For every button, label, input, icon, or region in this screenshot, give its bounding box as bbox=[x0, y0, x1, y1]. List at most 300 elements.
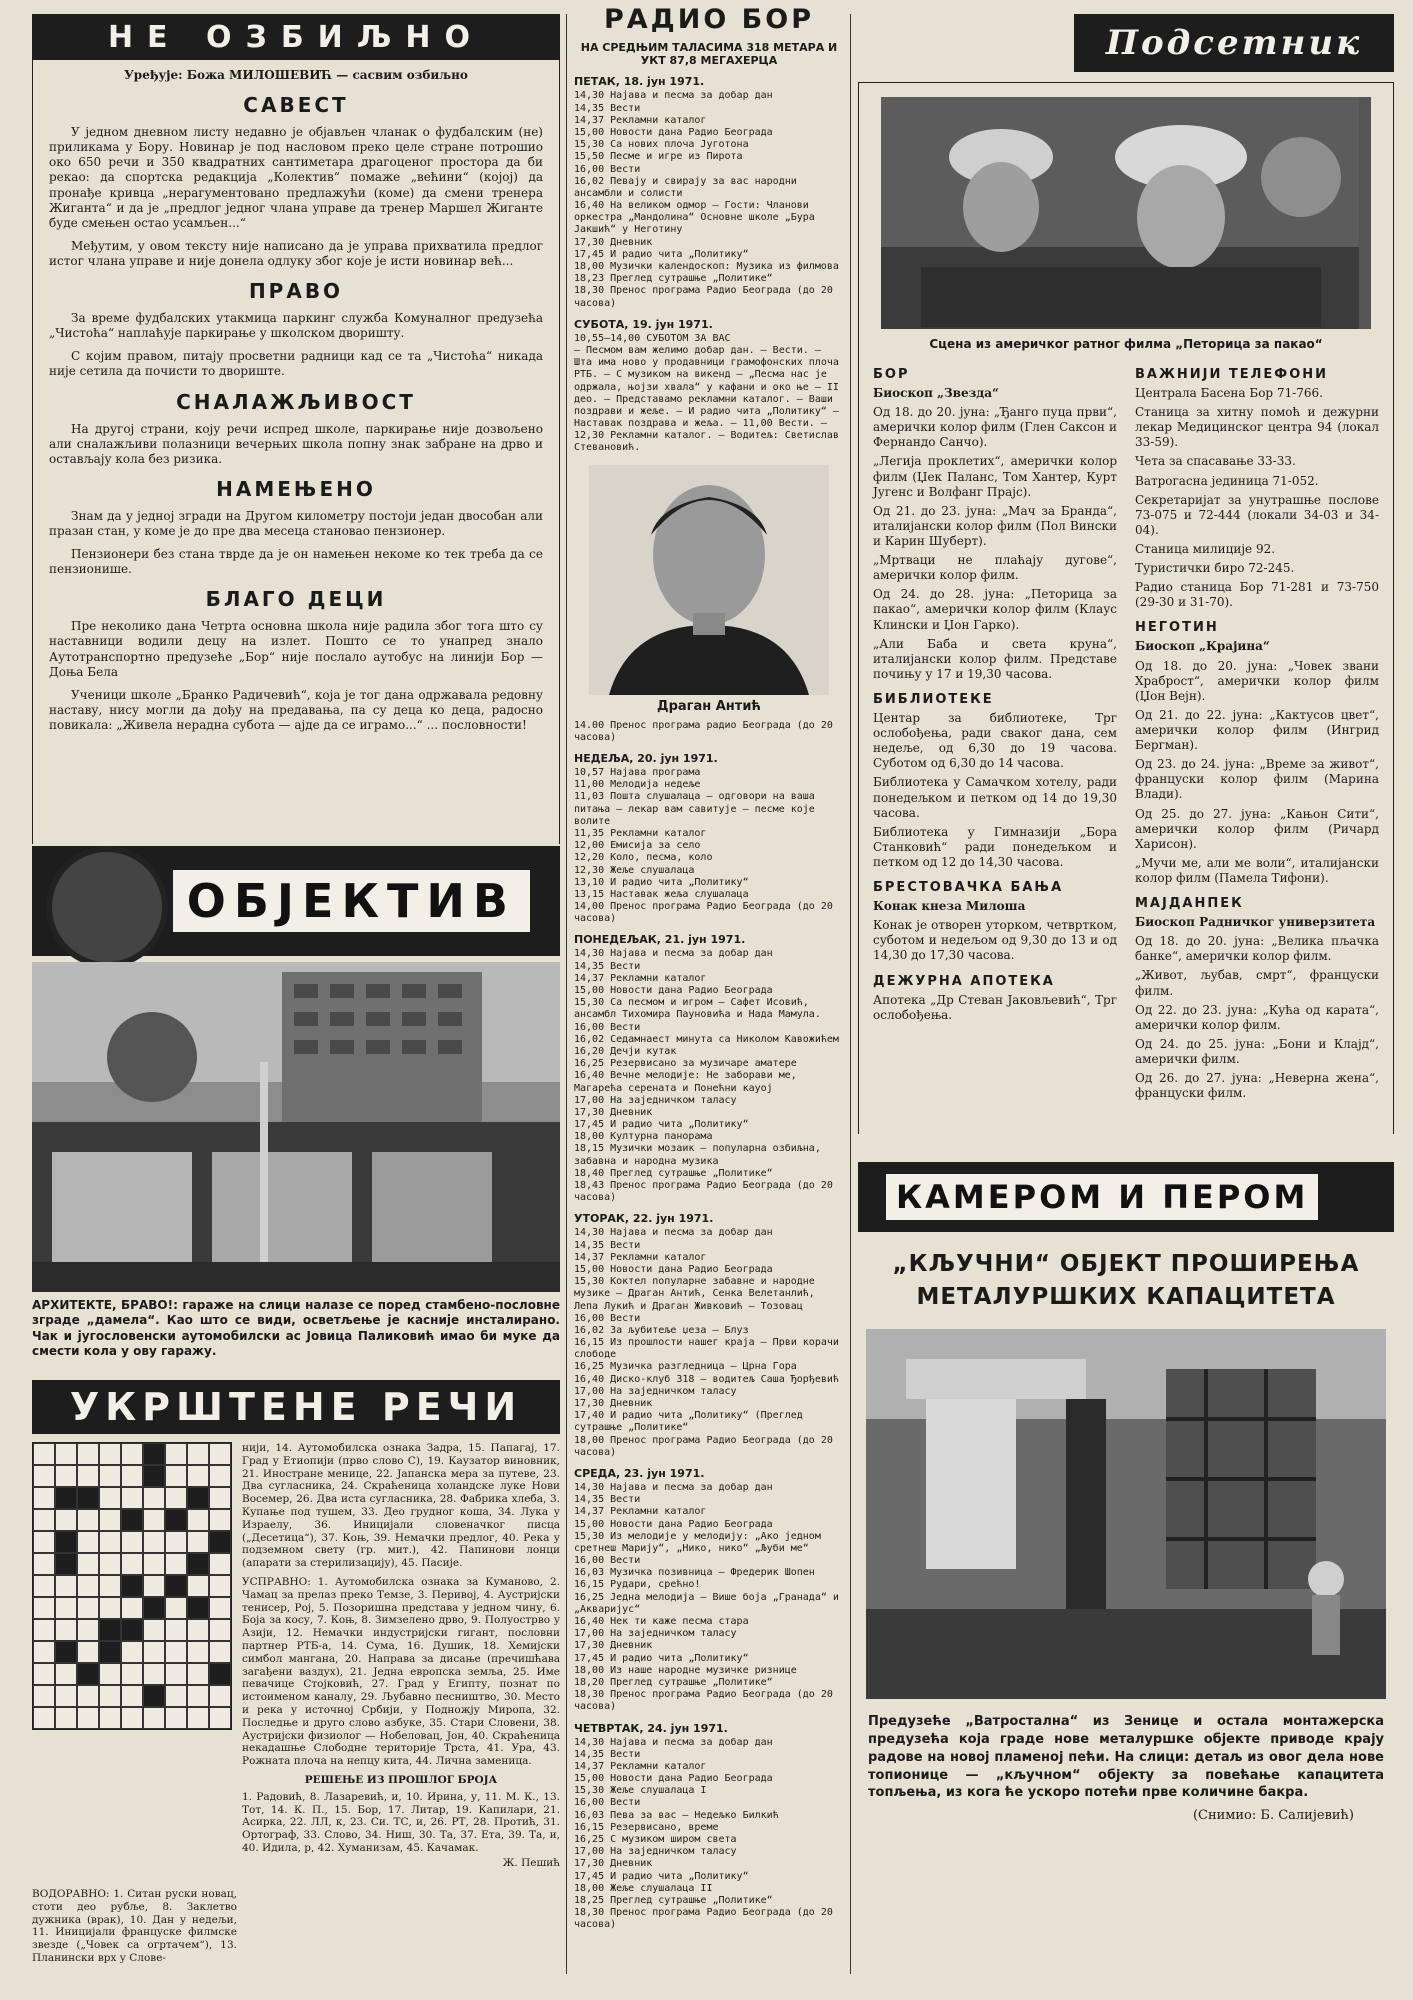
crossword-cell[interactable] bbox=[77, 1509, 99, 1531]
crossword-cell[interactable] bbox=[99, 1531, 121, 1553]
crossword-cell[interactable] bbox=[209, 1465, 231, 1487]
crossword-cell[interactable] bbox=[121, 1487, 143, 1509]
feature-credit: (Снимио: Б. Салијевић) bbox=[1192, 1808, 1354, 1824]
feature-headline: „КЉУЧНИ“ ОБЈЕКТ ПРОШИРЕЊА МЕТАЛУРШКИХ КАПАЦИТЕТА bbox=[892, 1251, 1360, 1311]
program-line: 17,45 И радио чита „Политику“ bbox=[574, 1119, 749, 1131]
crossword-cell[interactable] bbox=[143, 1619, 165, 1641]
listing-entry: Станица милиције 92. bbox=[1135, 541, 1276, 556]
program-line: 15,50 Песме и игре из Пирота bbox=[574, 151, 743, 163]
ne-ozbiljno-title: НЕ ОЗБИЉНО bbox=[107, 19, 485, 55]
program-line: 17,45 И радио чита „Политику“ bbox=[574, 1870, 749, 1882]
article-paragraph: Ученици школе „Бранко Радичевић“, која је тог дана одржавала редовну наставу, нису могли да дођу на предавања, па су деца ко деца, радосно повикала: „Живела нерадна субота — ајде да се играмо...“ ... пословности! bbox=[49, 687, 543, 732]
podsetnik-title: Подсетник bbox=[1105, 23, 1363, 63]
crossword-cell[interactable] bbox=[209, 1619, 231, 1641]
crossword-cell[interactable] bbox=[99, 1553, 121, 1575]
library-entries bbox=[873, 711, 1117, 870]
crossword-cell[interactable] bbox=[77, 1597, 99, 1619]
program-line: 17,00 На заједничком таласу bbox=[574, 1385, 737, 1397]
program-line: 14,35 Вести bbox=[574, 1494, 641, 1506]
negotin-entries bbox=[1135, 659, 1379, 887]
podsetnik-box bbox=[858, 82, 1394, 1134]
program-line: 15,30 Са песмом и игром — Сафет Исовић, ансамбл Тихомира Пауновића и Нада Мамула. bbox=[574, 997, 821, 1021]
crossword-black-cell bbox=[143, 1443, 165, 1465]
article-title: СНАЛАЖЉИВОСТ bbox=[176, 389, 416, 414]
crossword-cell[interactable] bbox=[143, 1575, 165, 1597]
program-line: 16,00 Вести bbox=[574, 1555, 641, 1567]
program-line: 14,37 Рекламни каталог bbox=[574, 1506, 707, 1518]
crossword-cell[interactable] bbox=[77, 1531, 99, 1553]
program-line: 16,25 Музичка разгледница — Црна Гора bbox=[574, 1361, 797, 1373]
program-line: 10,55—14,00 СУБОТОМ ЗА ВАС bbox=[574, 332, 731, 344]
program-line: 18,00 Из наше народне музичке ризнице bbox=[574, 1664, 797, 1676]
program-line: 17,00 На заједничком таласу bbox=[574, 1094, 737, 1106]
listing-entry: Станица за хитну помоћ и дежурни лекар Медицинског центра 94 (локал 33-59). bbox=[1135, 405, 1379, 450]
listing-entry: „Мртваци не плаћају дугове“, амерички колор филм. bbox=[873, 553, 1117, 583]
crossword-black-cell bbox=[165, 1575, 187, 1597]
furnace-photo bbox=[866, 1329, 1386, 1699]
crossword-cell[interactable] bbox=[209, 1641, 231, 1663]
ne-ozbiljno-banner bbox=[32, 14, 560, 60]
objektiv-caption: АРХИТЕКТЕ, БРАВО!: гараже на слици налазе се поред стамбено-пословне зграде „дамела“. Као што се види, осветљење је касније инсталирано. Чак и југословенски аутомобилски ас Јовица Паликовић имао би муке да смести кола у ову гаражу. bbox=[32, 1298, 560, 1359]
program-line: 14,30 Најава и песма за добар дан bbox=[574, 948, 773, 960]
program-line: 16,02 Седамнаест минута са Николом Кавожићем bbox=[574, 1033, 839, 1045]
crossword-cell[interactable] bbox=[77, 1465, 99, 1487]
program-line: 18,30 Пренос програма Радио Београда (до 20 часова) bbox=[574, 1907, 833, 1931]
crossword-section bbox=[32, 1380, 560, 1980]
portrait-caption: Драган Антић bbox=[657, 698, 761, 714]
crossword-cell[interactable] bbox=[121, 1685, 143, 1707]
program-line: 17,00 На заједничком таласу bbox=[574, 1628, 737, 1640]
program-line: 14,37 Рекламни каталог bbox=[574, 114, 707, 126]
majdanpek-title: МАЈДАНПЕК bbox=[1135, 896, 1244, 912]
crossword-vodoravno: ВОДОРАВНО: 1. Ситан руски новац, стоти део рубље, 8. Заклетво дужника (врак), 10. Дан у недељи, 11. Иницијали француске филмске звезде („Човек са огртачем“), 13. Планински врх у Слове- bbox=[32, 1888, 237, 1964]
negotin-cinema: Биоскоп „Крајина“ bbox=[1135, 639, 1270, 654]
listing-entry: „Легија проклетих“, амерички колор филм (Џек Паланс, Том Хантер, Курт Југенс и Волфанг Прајс). bbox=[873, 454, 1117, 499]
crossword-cell[interactable] bbox=[121, 1465, 143, 1487]
listing-entry: Ватрогасна јединица 71-052. bbox=[1135, 473, 1319, 488]
program-line: 14,35 Вести bbox=[574, 1748, 641, 1760]
crossword-cell[interactable] bbox=[121, 1663, 143, 1685]
column-rule-2 bbox=[850, 14, 851, 1974]
program-line: 16,40 На великом одмор — Гости: Чланови оркестра „Мандолина“ Основне школе „Бура Јакшић“ у Неготину bbox=[574, 200, 815, 236]
article-title: БЛАГО ДЕЦИ bbox=[205, 587, 387, 612]
program-line: 16,40 Диско-клуб 318 — водитељ Саша Ђорђевић bbox=[574, 1373, 839, 1385]
solution-title: РЕШЕЊЕ ИЗ ПРОШЛОГ БРОЈА bbox=[304, 1773, 498, 1786]
crossword-cell[interactable] bbox=[77, 1619, 99, 1641]
program-line: 12,00 Емисија за село bbox=[574, 840, 701, 852]
crossword-cell[interactable] bbox=[55, 1465, 77, 1487]
article-paragraph: У једном дневном листу недавно је објављен чланак о фудбалским (не) приликама у Бору. Новинар је под насловом преко целе стране потрошио око 650 речи и 350 квадратних сантиметара драгоценог простора да би рекао: да спортска редакција „Колектив“ помаже „већини“ (којој) да пронађе кривца „нерагументовано предлажући (коме) да смени тренера Жиганта“ и да је „предлог једног члана управе да тренер Маршел Жиганте буде смењен остао усамљен...“ bbox=[49, 125, 543, 230]
crossword-cell[interactable] bbox=[99, 1443, 121, 1465]
listing-entry: Од 21. до 22. јуна: „Кактусов цвет“, амерички колор филм (Ингрид Бергман). bbox=[1135, 707, 1379, 753]
crossword-cell[interactable] bbox=[143, 1641, 165, 1663]
crossword-cell[interactable] bbox=[77, 1443, 99, 1465]
crossword-cell[interactable] bbox=[209, 1597, 231, 1619]
program-line: 14,37 Рекламни каталог bbox=[574, 1760, 707, 1772]
program-line: 18,00 Жеље слушалаца II bbox=[574, 1882, 713, 1894]
listing-entry: Од 25. до 27. јуна: „Кањон Сити“, амерички колор филм (Ричард Харисон). bbox=[1135, 806, 1379, 851]
crossword-cell[interactable] bbox=[165, 1641, 187, 1663]
listing-entry: Библиотека у Гимназији „Бора Станковић“ ради понедељком и петком од 12 до 14,30 часова. bbox=[873, 824, 1117, 869]
crossword-black-cell bbox=[209, 1531, 231, 1553]
crossword-cell[interactable] bbox=[55, 1707, 77, 1729]
brestovac-title: БРЕСТОВАЧКА БАЊА bbox=[873, 880, 1064, 896]
crossword-cell[interactable] bbox=[165, 1663, 187, 1685]
article-paragraph: Пензионери без стана тврде да је он намењен некоме ко тек треба да се пензионише. bbox=[49, 547, 543, 577]
crossword-cell[interactable] bbox=[187, 1465, 209, 1487]
brestovac-sub: Конак кнеза Милоша bbox=[873, 899, 1026, 914]
portrait-image bbox=[589, 465, 829, 695]
crossword-cell[interactable] bbox=[33, 1641, 55, 1663]
crossword-cell[interactable] bbox=[99, 1575, 121, 1597]
crossword-black-cell bbox=[99, 1619, 121, 1641]
program-line: 18,00 Пренос програма Радио Београда (до 20 часова) bbox=[574, 1434, 833, 1458]
garage-photo-image bbox=[32, 962, 560, 1292]
program-line: 14,30 Најава и песма за добар дан bbox=[574, 1227, 773, 1239]
program-line: 15,00 Новости дана Радио Београда bbox=[574, 1773, 773, 1785]
program-day: УТОРАК, 22. јун 1971. bbox=[574, 1212, 714, 1226]
libraries-title: БИБЛИОТЕКЕ bbox=[873, 691, 994, 707]
crossword-cell[interactable] bbox=[165, 1707, 187, 1729]
program-line: 16,02 За љубитеље џеза — Блуз bbox=[574, 1324, 749, 1336]
camera-lens-icon bbox=[46, 846, 168, 968]
crossword-cell[interactable] bbox=[187, 1707, 209, 1729]
program-line: 14,35 Вести bbox=[574, 960, 641, 972]
pharmacy-title: ДЕЖУРНА АПОТЕКА bbox=[873, 973, 1055, 989]
program-line: 18,00 Културна панорама bbox=[574, 1131, 713, 1143]
crossword-black-cell bbox=[55, 1553, 77, 1575]
article-paragraph: На другој страни, коју речи испред школе, паркирање није дозвољено али сналажљиви полазници вечерњих школа попну знак забране на дрво и остављају кола без ризика. bbox=[49, 421, 543, 466]
listing-entry: „Мучи ме, али ме воли“, италијански колор филм (Памела Тифони). bbox=[1135, 855, 1379, 885]
program-line: 15,00 Новости дана Радио Београда bbox=[574, 1263, 773, 1275]
crossword-cell[interactable] bbox=[187, 1575, 209, 1597]
listing-entry: Централа Басена Бор 71-766. bbox=[1135, 386, 1323, 400]
ne-ozbiljno-box bbox=[32, 60, 560, 844]
crossword-cell[interactable] bbox=[33, 1663, 55, 1685]
program-line: 14,00 Пренос програма Радио Београда (до 20 часова) bbox=[574, 901, 833, 925]
crossword-cell[interactable] bbox=[33, 1619, 55, 1641]
program-line: 18,20 Преглед сутрашње „Политике“ bbox=[574, 1676, 773, 1688]
article-title: САВЕСТ bbox=[243, 93, 349, 118]
crossword-black-cell bbox=[187, 1487, 209, 1509]
program-day: ПЕТАК, 18. јун 1971. bbox=[574, 75, 705, 89]
program-line: 11,35 Рекламни каталог bbox=[574, 827, 707, 839]
crossword-cell[interactable] bbox=[33, 1575, 55, 1597]
program-line: 14,30 Најава и песма за добар дан bbox=[574, 1481, 773, 1493]
program-line: 15,30 Са нових плоча Југотона bbox=[574, 139, 749, 151]
crossword-cell[interactable] bbox=[33, 1487, 55, 1509]
article-paragraph: Пре неколико дана Четрта основна школа није радила због тога што су наставници водили децу на излет. Пошто се то унапред знало Аутотранспортно предузеће „Бор“ није послало аутобус на линији Бор — Доња Бела bbox=[49, 619, 543, 679]
program-line: 13,10 И радио чита „Политику“ bbox=[574, 876, 749, 888]
program-line: 16,15 Резервисано, време bbox=[574, 1821, 719, 1833]
column-rule-1 bbox=[566, 14, 567, 1974]
program-line: 15,00 Новости дана Радио Београда bbox=[574, 1518, 773, 1530]
crossword-cell[interactable] bbox=[209, 1707, 231, 1729]
program-line: 17,30 Дневник bbox=[574, 1398, 653, 1409]
crossword-clues-cont: нији, 14. Аутомобилска ознака Задра, 15. Папагај, 17. Град у Етиопији (прво слово С), 19. Каузатор виновник, 21. Иностране менице, 22. Јапанска мера за путеве, 23. Два сугласника, 24. Скраћеница холандске луке Нови Восемер, 26. Два иста сугласника, 28. Фабрика хлеба, 3. Купање под тушем, 33. Део грудног коша, 34. Лука у Израелу, 36. Иницијали словеначког писца („Десетица“), 37. Коњ, 39. Немачки предлог, 40. Река у подземном свету (гр. мит.), 42. Папинови лонци (апарати за стерилизацију), 45. Пасије. bbox=[242, 1442, 560, 1570]
listing-entry: Од 24. до 28. јуна: „Петорица за пакао“, амерички колор филм (Клаус Клински и Џон Гарко). bbox=[873, 587, 1117, 632]
crossword-cell[interactable] bbox=[99, 1465, 121, 1487]
radio-subtitle: НА СРЕДЊИМ ТАЛАСИМА 318 МЕТАРА И УКТ 87,8 МЕГАХЕРЦА bbox=[580, 41, 838, 68]
radio-schedule-1 bbox=[574, 75, 844, 454]
crossword-cell[interactable] bbox=[121, 1641, 143, 1663]
podsetnik-banner-wrap bbox=[858, 14, 1394, 72]
article-paragraph: Међутим, у овом тексту није написано да је управа прихватила предлог истог члана управе и није донела одлуку због које је исти новинар већ... bbox=[49, 238, 543, 268]
crossword-uspravno: УСПРАВНО: 1. Аутомобилска ознака за Куманово, 2. Чамац за прелаз преко Темзе, 3. Перивој, 4. Аустријски тенисер, Рој, 5. Позоришна представа у једном чину, 6. Боја за косу, 7. Коњ, 8. Зимзелено дрво, 9. Полуострво у Азији, 12. Немачки индустријски гигант, пословни партнер РТБ-а, 14. Сума, 16. Душик, 18. Хемијски симбол мангана, 20. Направа за дисање (пречишћава загађени ваздух), 21. Једна европска земља, 25. Име певачице Стојковић, 27. Град у Египту, познат по истоименом каналу, 29. Љубавно песништво, 30. Место и река у источној Србији, у Подножју Миропа, 32. Последње и друго слово азбуке, 35. Стари Словени, 38. Аустријски физиолог — Нобеловац, Јон, 40. Скраћеница некадашње Слободне територије Трста, 41. Ура, 43. Рожната плоча на непцу кита, 44. Лична заменица. bbox=[242, 1575, 560, 1768]
program-line: 18,23 Преглед сутрашње „Политике“ bbox=[574, 273, 773, 285]
crossword-black-cell bbox=[165, 1509, 187, 1531]
program-line: 16,03 Пева за вас — Недељко Билкић bbox=[574, 1809, 779, 1821]
program-line: 11,03 Пошта слушалаца — одговори на ваша питања — лекар вам савитује — песме које волите bbox=[574, 791, 815, 827]
crossword-black-cell bbox=[55, 1487, 77, 1509]
program-line: 16,02 Певају и свирају за вас народни ансамбли и солисти bbox=[574, 175, 797, 199]
crossword-cell[interactable] bbox=[99, 1663, 121, 1685]
crossword-cell[interactable] bbox=[143, 1663, 165, 1685]
crossword-cell[interactable] bbox=[33, 1531, 55, 1553]
podsetnik-columns bbox=[873, 357, 1379, 1105]
bor-cinema: Биоскоп „Звезда“ bbox=[873, 386, 999, 400]
program-line: 10,57 Најава програма bbox=[574, 767, 701, 778]
kamerom-banner bbox=[858, 1162, 1394, 1232]
program-line: 14,35 Вести bbox=[574, 102, 641, 114]
crossword-cell[interactable] bbox=[165, 1685, 187, 1707]
program-line: 15,30 Коктел популарне забавне и народне музике — Драган Антић, Сенка Велетанлић, Лепа Лукић и Драган Живковић — Тозовац bbox=[574, 1276, 815, 1312]
crossword-black-cell bbox=[187, 1597, 209, 1619]
crossword-black-cell bbox=[77, 1663, 99, 1685]
bor-title: БОР bbox=[873, 367, 910, 382]
program-line: 12,20 Коло, песма, коло bbox=[574, 852, 713, 864]
radio-section bbox=[574, 4, 844, 1984]
crossword-black-cell bbox=[55, 1531, 77, 1553]
crossword-body bbox=[32, 1442, 560, 1882]
program-line: 18,00 Музички календоскоп: Музика из филмова bbox=[574, 261, 839, 272]
listing-entry: „Али Баба и света круна“, италијански колор филм. Представе почињу у 17 и 19,30 часова. bbox=[873, 636, 1117, 681]
crossword-cell[interactable] bbox=[55, 1619, 77, 1641]
crossword-cell[interactable] bbox=[165, 1619, 187, 1641]
crossword-cell[interactable] bbox=[99, 1509, 121, 1531]
crossword-cell[interactable] bbox=[143, 1553, 165, 1575]
crossword-cell[interactable] bbox=[187, 1663, 209, 1685]
crossword-cell[interactable] bbox=[187, 1531, 209, 1553]
crossword-cell[interactable] bbox=[143, 1707, 165, 1729]
crossword-banner bbox=[32, 1380, 560, 1434]
crossword-cell[interactable] bbox=[77, 1575, 99, 1597]
program-line: 17,45 И радио чита „Политику“ bbox=[574, 1652, 749, 1664]
crossword-cell[interactable] bbox=[165, 1553, 187, 1575]
crossword-cell[interactable] bbox=[121, 1597, 143, 1619]
program-line: 16,25 Једна мелодија — Више боја „Гранада“ и „Акваријус“ bbox=[574, 1591, 839, 1615]
crossword-cell[interactable] bbox=[209, 1443, 231, 1465]
program-line: 14,37 Рекламни каталог bbox=[574, 1251, 707, 1263]
crossword-cell[interactable] bbox=[55, 1509, 77, 1531]
crossword-cell[interactable] bbox=[121, 1443, 143, 1465]
program-line: 16,25 С музиком широм света bbox=[574, 1834, 737, 1845]
crossword-cell[interactable] bbox=[33, 1465, 55, 1487]
listing-entry: Секретаријат за унутрашње послове 73-075 и 72-444 (локали 34-03 и 34-04). bbox=[1135, 492, 1379, 537]
program-line: 15,00 Новости дана Радио Београда bbox=[574, 985, 773, 996]
program-line: 17,30 Дневник bbox=[574, 1858, 653, 1870]
listing-entry: Библиотека у Самачком хотелу, ради понедељком и петком од 14 до 19,30 часова. bbox=[873, 775, 1117, 820]
program-line: 17,30 Дневник bbox=[574, 1106, 653, 1118]
crossword-black-cell bbox=[187, 1553, 209, 1575]
crossword-cell[interactable] bbox=[99, 1597, 121, 1619]
crossword-black-cell bbox=[99, 1641, 121, 1663]
crossword-cell[interactable] bbox=[209, 1509, 231, 1531]
program-day: СУБОТА, 19. јун 1971. bbox=[574, 317, 713, 331]
feature-text: Предузеће „Ватростална“ из Зенице и остала монтажерска предузећа која граде нове металуршке објекте приводе крају радове на новој пламеној пећи. На слици: детаљ из овог дела нове топионице — „кључном“ објекту за повећање капацитета топљења, из кога ће ускоро потећи прве количине бакра. bbox=[868, 1713, 1384, 1801]
brestovac-text: Конак је отворен уторком, четвртком, суботом и недељом од 9,30 до 13 и од 14,30 до 17,30 часова. bbox=[873, 918, 1117, 963]
program-line: 18,40 Преглед сутрашње „Политике“ bbox=[574, 1167, 773, 1179]
program-day: НЕДЕЉА, 20. јун 1971. bbox=[574, 752, 718, 765]
majdanpek-entries bbox=[1135, 934, 1379, 1101]
podsetnik-col-a bbox=[873, 357, 1117, 1105]
program-line: 14,30 Најава и песма за добар дан bbox=[574, 1736, 773, 1748]
program-line: 14,37 Рекламни каталог bbox=[574, 972, 707, 984]
editor-line: Уређује: Божа МИЛОШЕВИЋ — сасвим озбиљно bbox=[124, 68, 468, 82]
crossword-cell[interactable] bbox=[143, 1509, 165, 1531]
crossword-cell[interactable] bbox=[55, 1575, 77, 1597]
crossword-cell[interactable] bbox=[121, 1707, 143, 1729]
crossword-cell[interactable] bbox=[143, 1531, 165, 1553]
crossword-cell[interactable] bbox=[143, 1487, 165, 1509]
crossword-cell[interactable] bbox=[187, 1509, 209, 1531]
crossword-cell[interactable] bbox=[33, 1443, 55, 1465]
war-film-photo bbox=[881, 97, 1371, 329]
program-line: 11,00 Мелодија недеље bbox=[574, 779, 701, 791]
program-line: 18,30 Пренос програма Радио Београда (до 20 часова) bbox=[574, 1689, 833, 1713]
bor-entries bbox=[873, 405, 1117, 682]
crossword-cell[interactable] bbox=[121, 1553, 143, 1575]
program-line: 16,00 Вести bbox=[574, 1021, 641, 1033]
program-day: ПОНЕДЕЉАК, 21. јун 1971. bbox=[574, 933, 746, 947]
program-line: 17,30 Дневник bbox=[574, 1640, 653, 1652]
crossword-cell[interactable] bbox=[99, 1487, 121, 1509]
crossword-black-cell bbox=[55, 1641, 77, 1663]
listing-entry: Од 18. до 20. јуна: „Ђанго пуца први“, амерички колор филм (Глен Саксон и Фернандо Санчо). bbox=[873, 405, 1117, 450]
crossword-cell[interactable] bbox=[121, 1531, 143, 1553]
listing-entry: Од 24. до 25. јуна: „Бони и Клајд“, амерички филм. bbox=[1135, 1036, 1379, 1066]
portrait-photo bbox=[589, 465, 829, 695]
crossword-cell[interactable] bbox=[55, 1443, 77, 1465]
crossword-cell[interactable] bbox=[165, 1531, 187, 1553]
crossword-cell[interactable] bbox=[187, 1641, 209, 1663]
program-line: 14,30 Најава и песма за добар дан bbox=[574, 90, 773, 102]
crossword-black-cell bbox=[77, 1487, 99, 1509]
phones-title: ВАЖНИЈИ ТЕЛЕФОНИ bbox=[1135, 367, 1329, 382]
crossword-black-cell bbox=[121, 1509, 143, 1531]
crossword-cell[interactable] bbox=[33, 1685, 55, 1707]
crossword-black-cell bbox=[121, 1575, 143, 1597]
crossword-clues bbox=[242, 1442, 560, 1882]
listing-entry: Радио станица Бор 71-281 и 73-750 (29-30 и 31-70). bbox=[1135, 580, 1379, 610]
program-line: 17,40 И радио чита „Политику“ (Преглед сутрашње „Политике“ bbox=[574, 1410, 803, 1434]
crossword-cell[interactable] bbox=[209, 1575, 231, 1597]
crossword-cell[interactable] bbox=[33, 1707, 55, 1729]
program-line: 12,30 Жеље слушалаца bbox=[574, 864, 695, 876]
crossword-cell[interactable] bbox=[77, 1641, 99, 1663]
objektiv-banner bbox=[32, 846, 560, 956]
garage-photo bbox=[32, 962, 560, 1292]
negotin-title: НЕГОТИН bbox=[1135, 620, 1219, 636]
listing-entry: Центар за библиотеке, Трг ослобођења, ради сваког дана, сем недеље, од 6,30 до 19 часова. Суботом од 6,30 до 14 часова. bbox=[873, 710, 1117, 771]
program-line: 16,00 Вести bbox=[574, 1797, 641, 1809]
listing-entry: „Живот, љубав, смрт“, француски филм. bbox=[1135, 968, 1379, 998]
program-line: 17,45 И радио чита „Политику“ bbox=[574, 248, 749, 260]
crossword-cell[interactable] bbox=[165, 1443, 187, 1465]
crossword-cell[interactable] bbox=[209, 1685, 231, 1707]
listing-entry: Од 23. до 24. јуна: „Време за живот“, француски колор филм (Марина Влади). bbox=[1135, 757, 1379, 802]
crossword-cell[interactable] bbox=[55, 1663, 77, 1685]
article-paragraph: За време фудбалских утакмица паркинг служба Комуналног предузећа „Чистоћа“ наплаћује паркирање у школском дворишту. bbox=[49, 311, 543, 341]
program-day: СРЕДА, 23. јун 1971. bbox=[574, 1466, 705, 1480]
furnace-image bbox=[866, 1329, 1386, 1699]
program-line: 15,30 Из мелодије у мелодију: „Ако једном сретнеш Марију“, „Нико, нико“ „Љуби ме“ bbox=[574, 1530, 821, 1554]
crossword-black-cell bbox=[121, 1619, 143, 1641]
program-line: 17,00 На заједничком таласу bbox=[574, 1846, 737, 1858]
program-line: 16,00 Вести bbox=[574, 163, 641, 175]
crossword-black-cell bbox=[143, 1465, 165, 1487]
war-film-caption: Сцена из америчког ратног филма „Петорица за пакао“ bbox=[929, 337, 1323, 351]
crossword-cell[interactable] bbox=[209, 1487, 231, 1509]
crossword-cell[interactable] bbox=[187, 1685, 209, 1707]
program-day: ЧЕТВРТАК, 24. јун 1971. bbox=[574, 1721, 728, 1735]
listing-entry: Од 21. до 23. јуна: „Мач за Бранда“, италијански колор филм (Пол Вински и Карин Шуберт). bbox=[873, 503, 1117, 548]
crossword-cell[interactable] bbox=[187, 1619, 209, 1641]
podsetnik-section bbox=[858, 14, 1394, 1134]
podsetnik-banner bbox=[1074, 14, 1394, 72]
crossword-cell[interactable] bbox=[209, 1553, 231, 1575]
listing-entry: Од 22. до 23. јуна: „Кућа од карата“, амерички колор филм. bbox=[1135, 1002, 1379, 1032]
humor-articles bbox=[49, 93, 543, 733]
crossword-cell[interactable] bbox=[165, 1465, 187, 1487]
crossword-cell[interactable] bbox=[99, 1707, 121, 1729]
crossword-cell[interactable] bbox=[77, 1707, 99, 1729]
crossword-cell[interactable] bbox=[55, 1597, 77, 1619]
ne-ozbiljno-section bbox=[32, 14, 560, 844]
listing-entry: Туристички биро 72-245. bbox=[1135, 561, 1295, 576]
crossword-cell[interactable] bbox=[33, 1597, 55, 1619]
listing-entry: Од 26. до 27. јуна: „Неверна жена“, француски филм. bbox=[1135, 1071, 1379, 1101]
crossword-cell[interactable] bbox=[33, 1509, 55, 1531]
crossword-cell[interactable] bbox=[187, 1443, 209, 1465]
program-line: — Песмом вам желимо добар дан. — Вести. — Шта има ново у продавници грамофонских плоча РТБ. — С музиком на викенд — „Песма нас је одржала, њојзи хвала“ у кафани и око ње — II део. — Представамо рекламни каталог. — Ваши поздрави и жеље. — И радио чита „Политику“ — Наставак поздрава и жеља. — 11,00 Вести. — 12,30 Рекламни каталог. — Водитељ: Светислав Стевановић. bbox=[574, 344, 839, 454]
crossword-cell[interactable] bbox=[55, 1685, 77, 1707]
program-line: 16,40 Вечне мелодије: Не заборави ме, Магарећа серената и Понећни кауој bbox=[574, 1070, 797, 1094]
war-film-image bbox=[881, 97, 1359, 329]
article-paragraph: Знам да у једној згради на Другом километру постоји један двособан али празан стан, у коме је до пре два месеца становао пензионер. bbox=[49, 508, 543, 538]
listing-entry: Од 18. до 20. јуна: „Човек звани Храброст“, амерички колор филм (Џон Вејн). bbox=[1135, 658, 1379, 703]
listing-entry: Чета за спасавање 33-33. bbox=[1135, 454, 1296, 469]
solution-text: 1. Радовић, 8. Лазаревић, и, 10. Ирина, у, 11. М. К., 13. Тот, 14. К. П., 15. Бор, 17. Литар, 19. Капилари, 21. Асирка, 22. ЛЛ, к, 23. Си. ТС, и, 26. РТ, 28. Протић, 31. Ортограф, 33. Слово, 34. Ниш, 30. Та, 37. Ета, 39. Та, и, 40. Идила, р, 42. Хуманизам, 45. Качамак. bbox=[242, 1790, 560, 1854]
crossword-cell[interactable] bbox=[165, 1597, 187, 1619]
program-line: 16,25 Резервисано за музичаре аматере bbox=[574, 1058, 797, 1070]
crossword-cell[interactable] bbox=[165, 1487, 187, 1509]
kamerom-section bbox=[858, 1162, 1394, 1982]
program-line: 17,30 Дневник bbox=[574, 236, 653, 248]
crossword-cell[interactable] bbox=[77, 1553, 99, 1575]
crossword-cell[interactable] bbox=[77, 1685, 99, 1707]
program-line: 16,40 Нек ти каже песма стара bbox=[574, 1616, 749, 1627]
phone-entries bbox=[1135, 386, 1379, 610]
crossword-cell[interactable] bbox=[99, 1685, 121, 1707]
article-title: НАМЕЊЕНО bbox=[216, 476, 376, 501]
crossword-cell[interactable] bbox=[33, 1553, 55, 1575]
program-line: 16,20 Дечји кутак bbox=[574, 1045, 677, 1057]
program-line: 18,43 Пренос програма Радио Београда (до 20 часова) bbox=[574, 1180, 833, 1204]
listing-entry: Од 18. до 20. јуна: „Велика пљачка банке“, амерички колор филм. bbox=[1135, 934, 1379, 964]
crossword-grid bbox=[32, 1442, 232, 1730]
program-line: 16,15 Рудари, срећно! bbox=[574, 1579, 701, 1591]
